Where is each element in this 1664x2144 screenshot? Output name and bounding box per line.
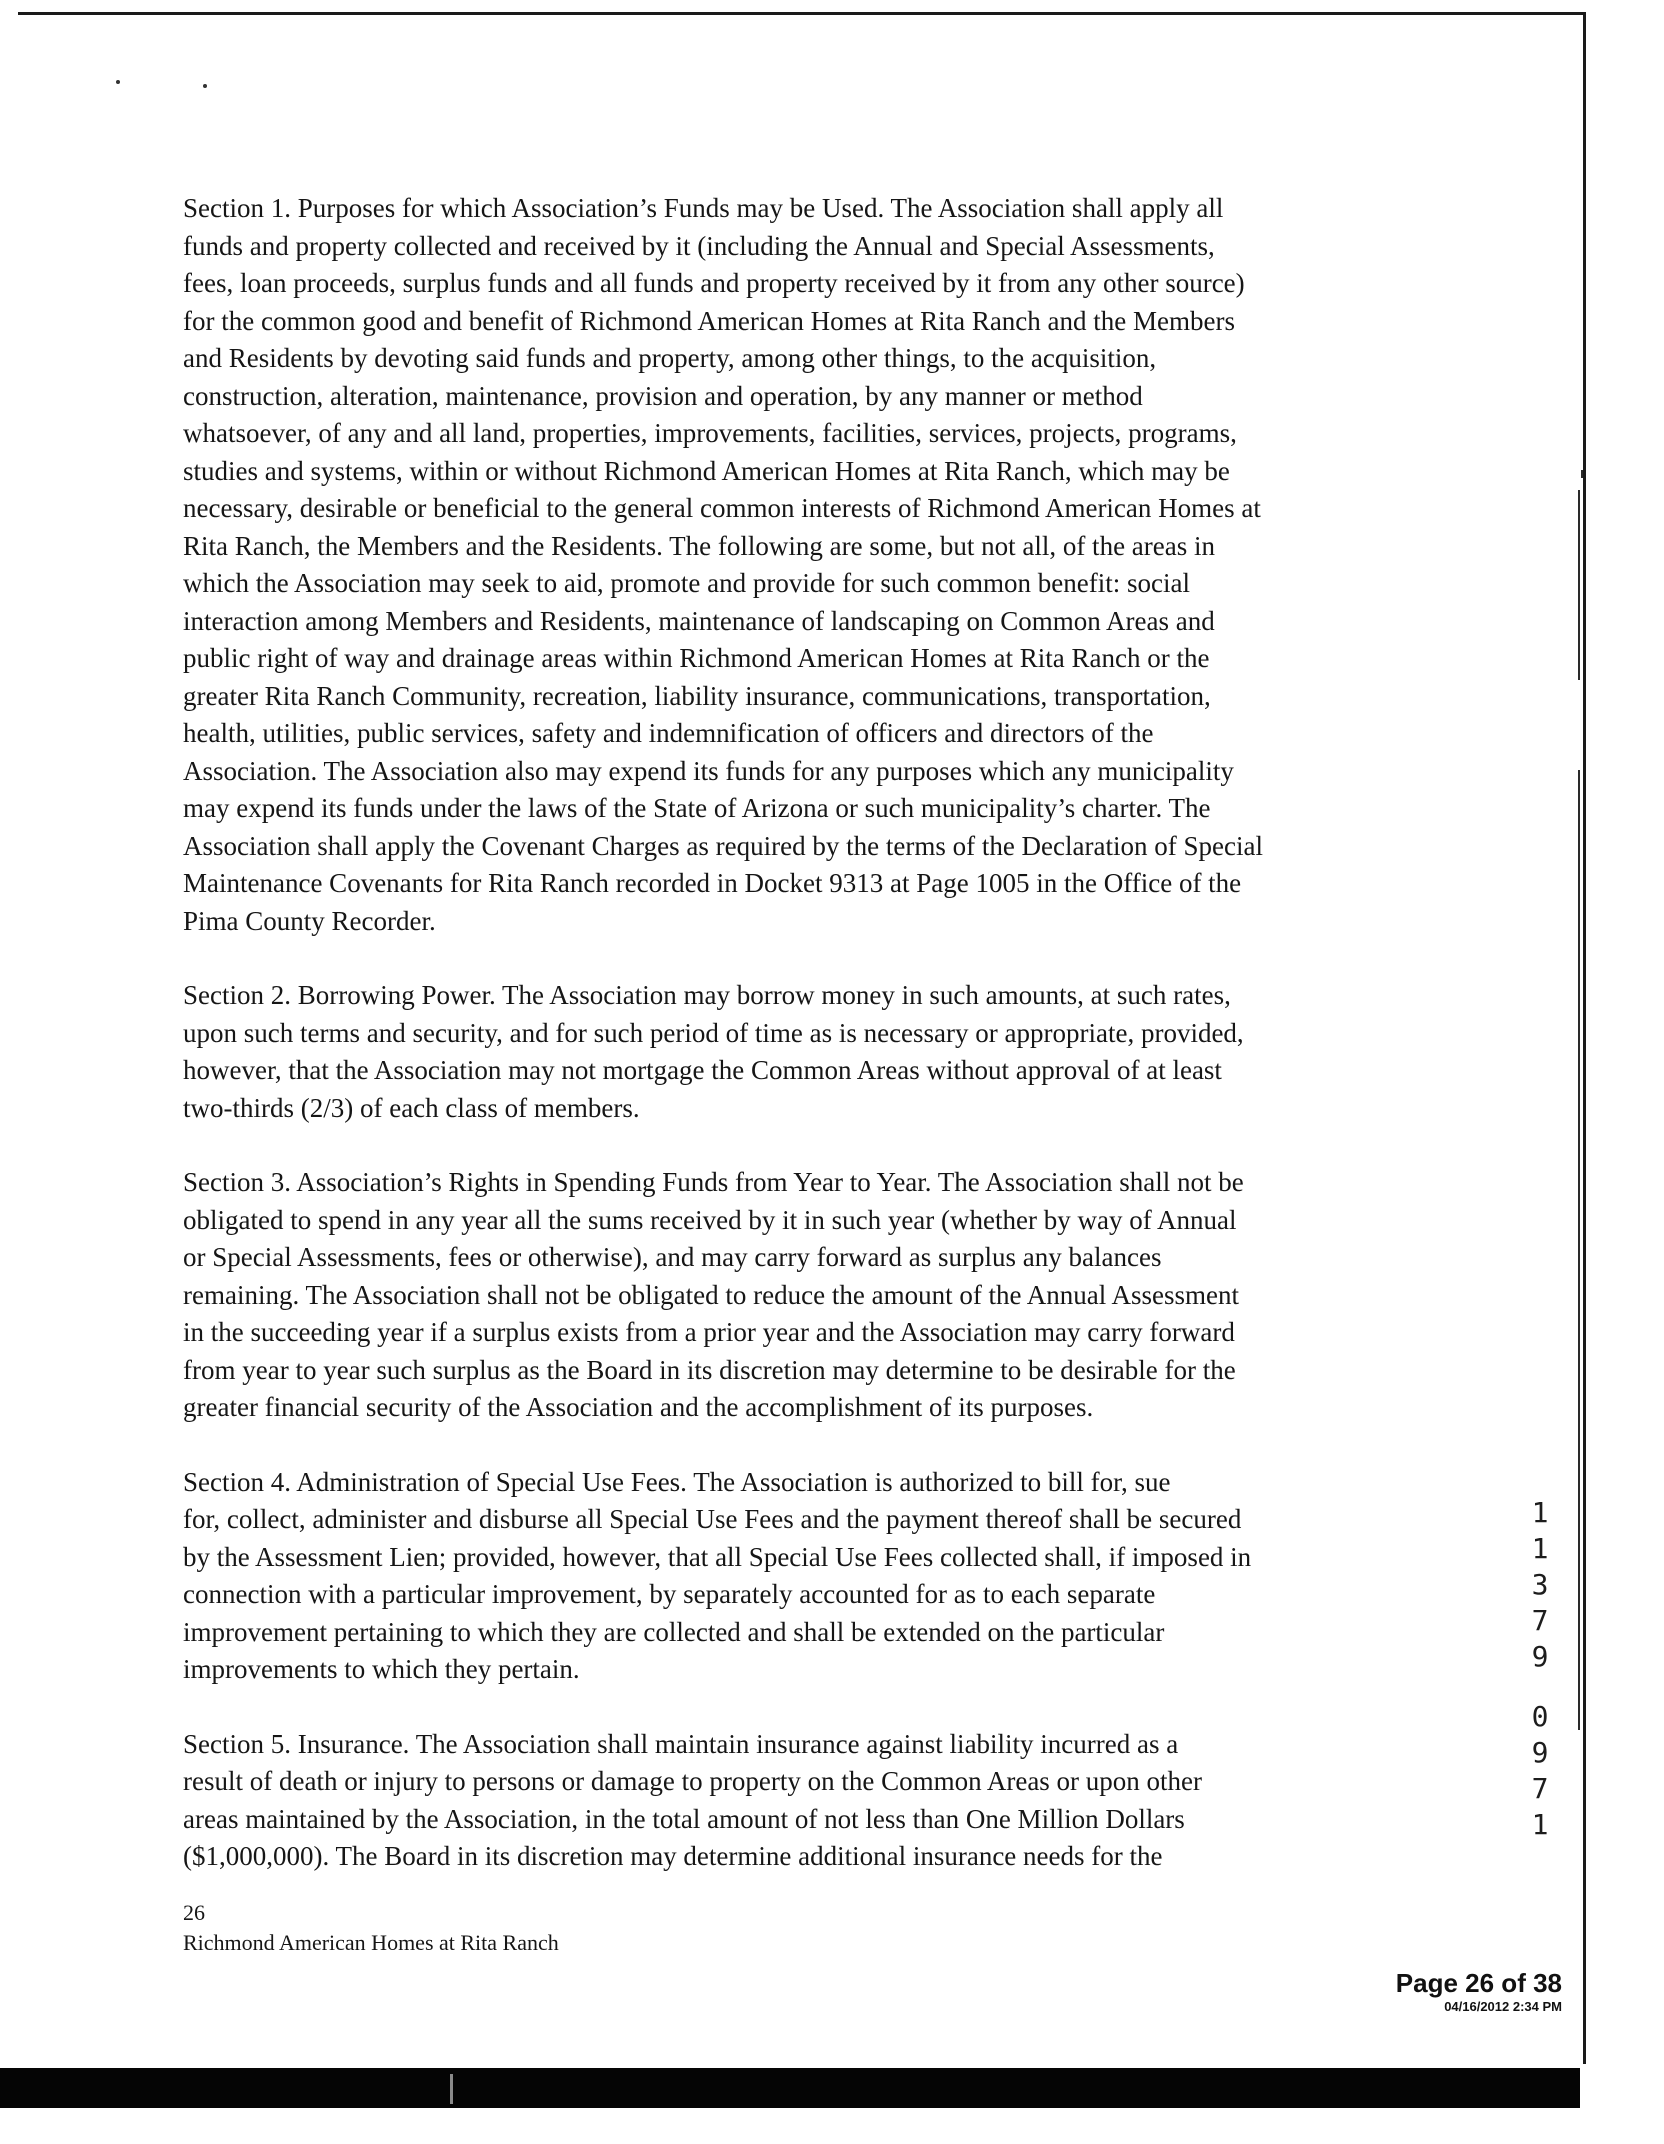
recording-digit: 7 xyxy=(1531,1604,1549,1637)
margin-scan-line xyxy=(1578,490,1580,680)
footer-page-number: 26 xyxy=(183,1900,205,1925)
recording-digit: 0 xyxy=(1531,1700,1549,1733)
section-4-paragraph: Section 4. Administration of Special Use Fees. The Association is authorized to bill for, sue for, collect, administer and disburse all Special Use Fees and the payment thereof shall be secured by the Assessment Lien; provided, however, that all Special Use Fees collected shall, if imposed in connection with a particular improvement, by separately accounted for as to each separate improvement pertaining to which they are collected and shall be extended on the particular improvements to which they pertain. xyxy=(183,1466,1252,1684)
recording-digit: 1 xyxy=(1531,1496,1549,1529)
section-2-paragraph: Section 2. Borrowing Power. The Association may borrow money in such amounts, at such rates, upon such terms and security, and for such period of time as is necessary or appropriate, provided, however, that the Association may not mortgage the Common Areas without approval of at least two-thirds (2/3) of each class of members. xyxy=(183,980,1244,1123)
scan-bottom-bar xyxy=(0,2068,1580,2108)
document-body xyxy=(183,190,1428,1913)
print-timestamp: 04/16/2012 2:34 PM xyxy=(1444,1999,1562,2014)
margin-scan-mark xyxy=(1581,470,1583,478)
recording-digit: 9 xyxy=(1531,1736,1549,1769)
recording-number xyxy=(1524,1495,1556,1843)
right-border-line xyxy=(1583,12,1586,2064)
recording-digit: 3 xyxy=(1531,1568,1549,1601)
footer-document-title: Richmond American Homes at Rita Ranch xyxy=(183,1930,559,1955)
section-1-paragraph: Section 1. Purposes for which Association’s Funds may be Used. The Association shall apply all funds and property collected and received by it (including the Annual and Special Assessments, fees, loan proceeds, surplus funds and all funds and property received by it from any other source) for the common good and benefit of Richmond American Homes at Rita Ranch and the Members and Residents by devoting said funds and property, among other things, to the acquisition, construction, alteration, maintenance, provision and operation, by any manner or method whatsoever, of any and all land, properties, improvements, facilities, services, projects, programs, studies and systems, within or without Richmond American Homes at Rita Ranch, which may be necessary, desirable or beneficial to the general common interests of Richmond American Homes at Rita Ranch, the Members and the Residents. The following are some, but not all, of the areas in which the Association may seek to aid, promote and provide for such common benefit: social interaction among Members and Residents, maintenance of landscaping on Common Areas and public right of way and drainage areas within Richmond American Homes at Rita Ranch or the greater Rita Ranch Community, recreation, liability insurance, communications, transportation, health, utilities, public services, safety and indemnification of officers and directors of the Association. The Association also may expend its funds for any purposes which any municipality may expend its funds under the laws of the State of Arizona or such municipality’s charter. The Association shall apply the Covenant Charges as required by the terms of the Declaration of Special Maintenance Covenants for Rita Ranch recorded in Docket 9313 at Page 1005 in the Office of the Pima County Recorder. xyxy=(183,193,1263,936)
scan-speck xyxy=(116,80,120,84)
recording-digit: 1 xyxy=(1531,1532,1549,1565)
section-3-paragraph: Section 3. Association’s Rights in Spending Funds from Year to Year. The Association shall not be obligated to spend in any year all the sums received by it in such year (whether by way of Annual or Special Assessments, fees or otherwise), and may carry forward as surplus any balances remaining. The Association shall not be obligated to reduce the amount of the Annual Assessment in the succeeding year if a surplus exists from a prior year and the Association may carry forward from year to year such surplus as the Board in its discretion may determine to be desirable for the greater financial security of the Association and the accomplishment of its purposes. xyxy=(183,1167,1244,1422)
section-5-paragraph: Section 5. Insurance. The Association shall maintain insurance against liability incurred as a result of death or injury to persons or damage to property on the Common Areas or upon other areas maintained by the Association, in the total amount of not less than One Million Dollars ($1,000,000). The Board in its discretion may determine additional insurance needs for the xyxy=(183,1728,1203,1871)
recording-gap xyxy=(1524,1675,1556,1699)
scan-bar-notch xyxy=(450,2074,453,2104)
page-count-stamp: Page 26 of 38 xyxy=(1395,1968,1562,1998)
top-border-line xyxy=(18,12,1585,15)
recording-digit: 7 xyxy=(1531,1772,1549,1805)
scan-speck xyxy=(203,84,207,88)
margin-scan-line xyxy=(1578,770,1580,1730)
recording-digit: 1 xyxy=(1531,1808,1549,1841)
recording-digit: 9 xyxy=(1531,1640,1549,1673)
